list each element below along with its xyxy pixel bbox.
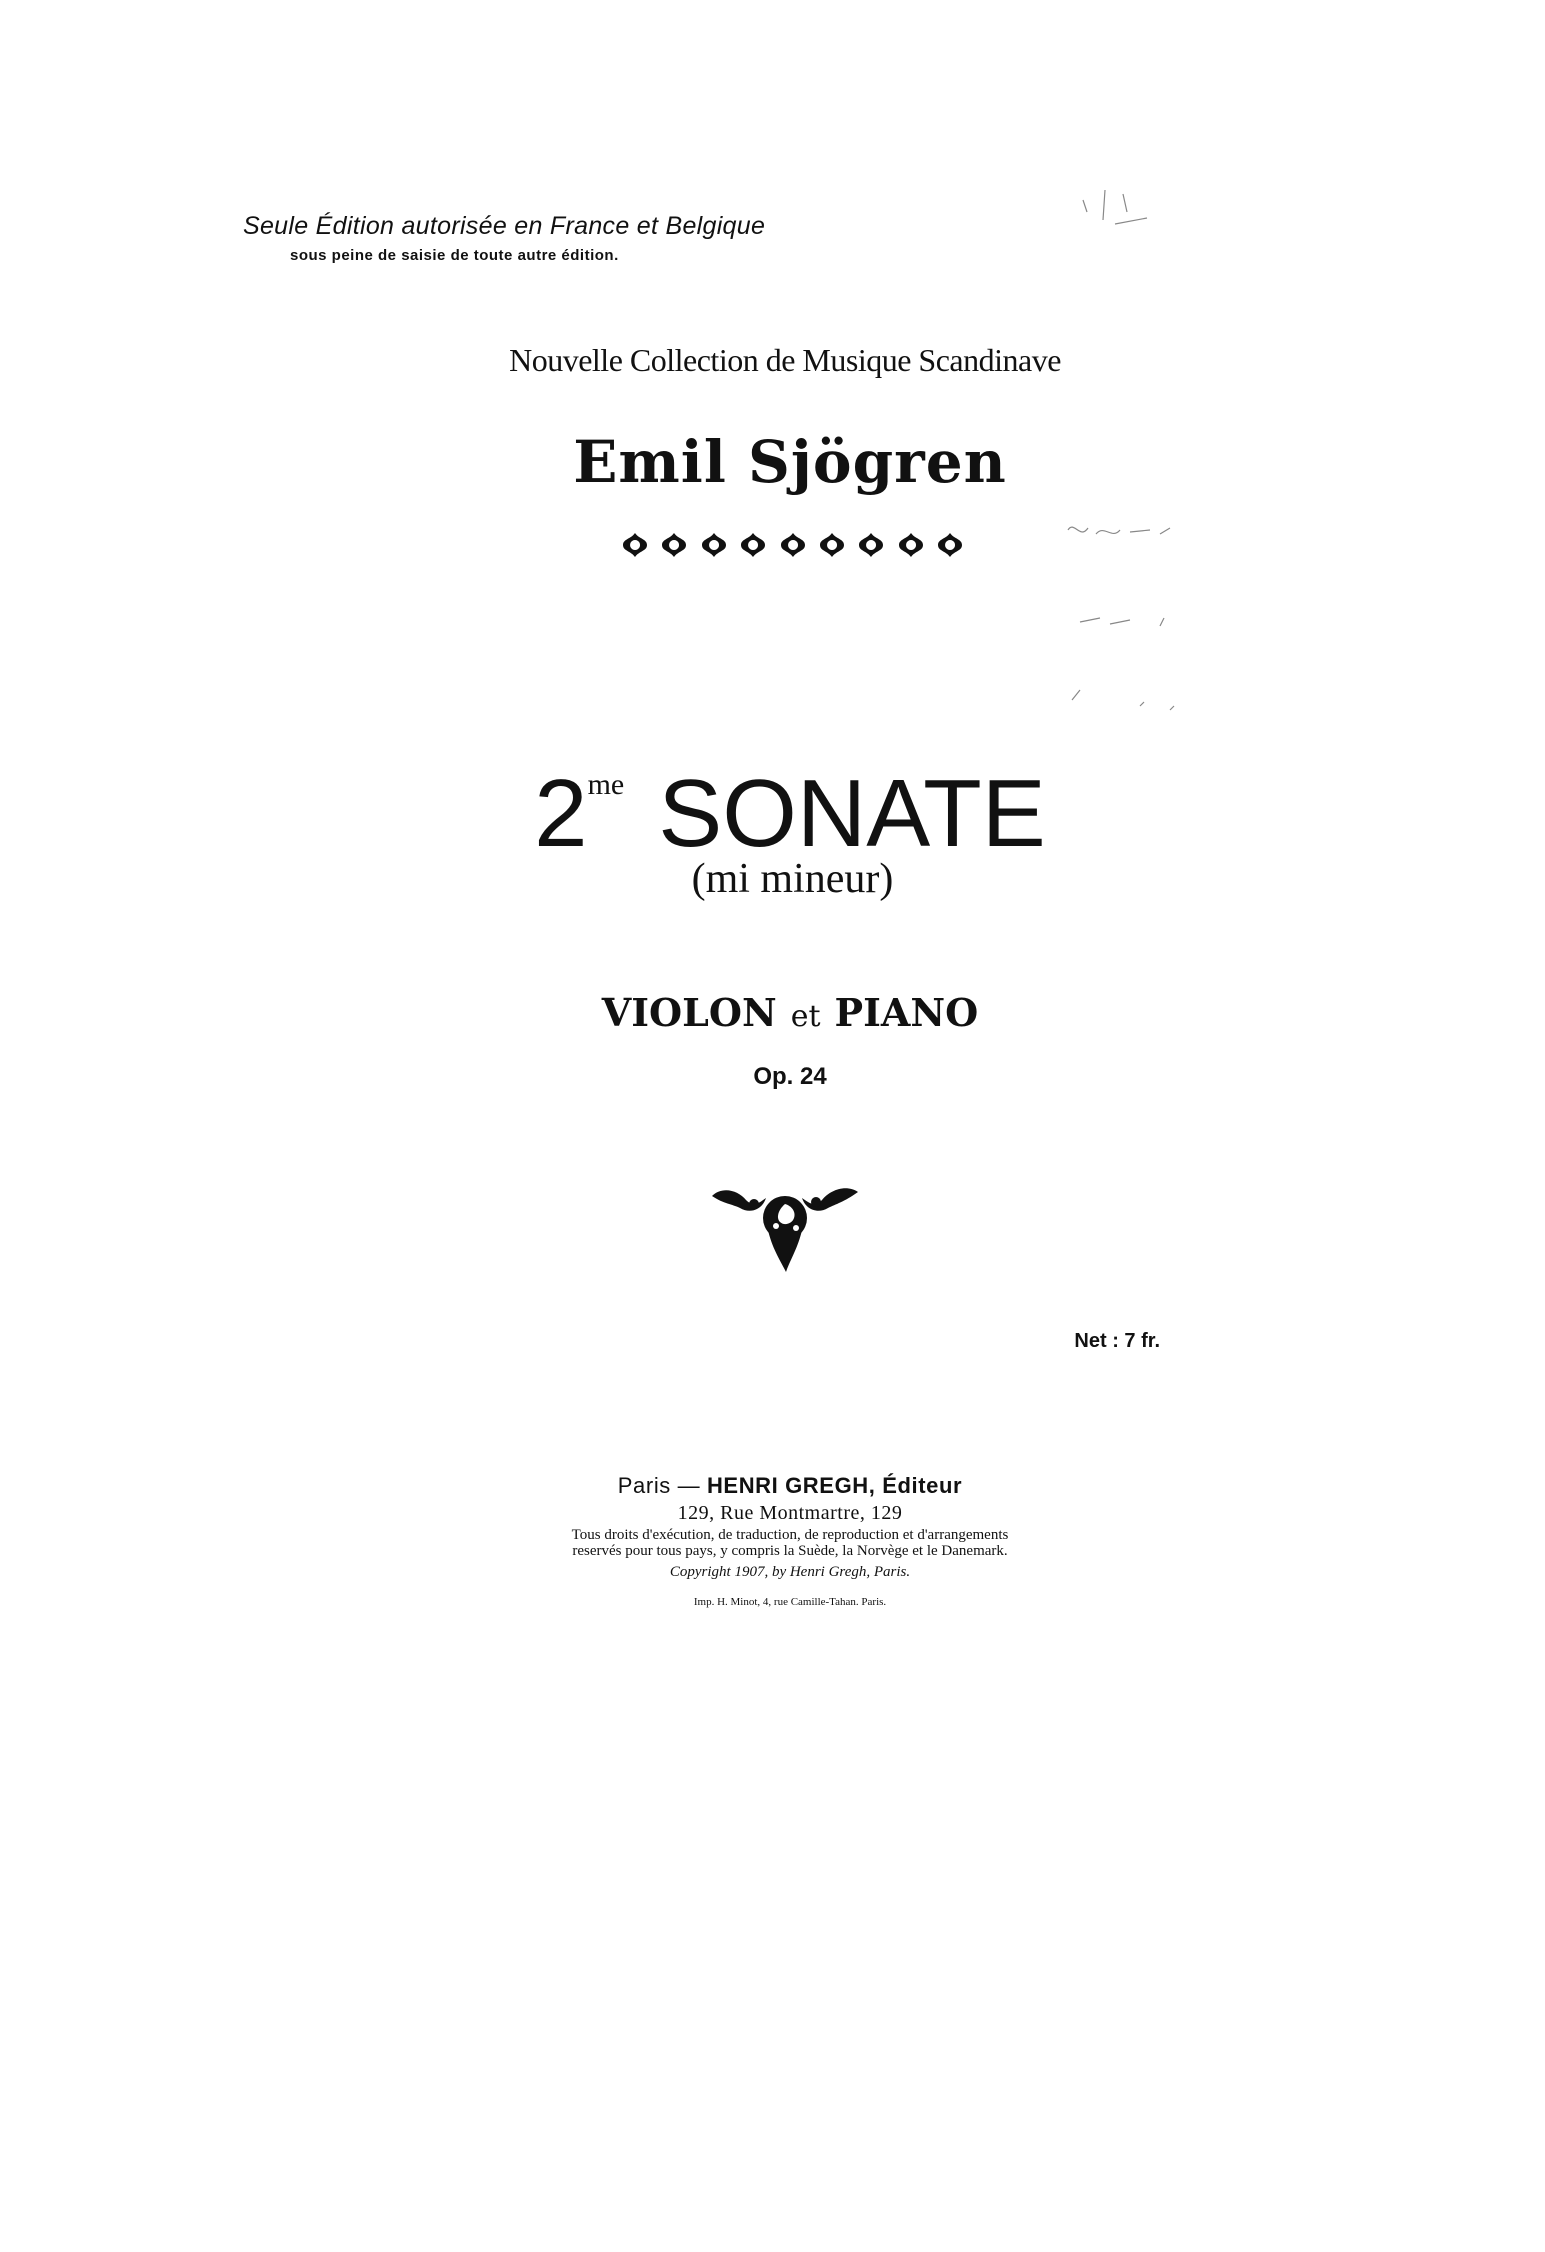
publisher-city: Paris — bbox=[617, 1473, 701, 1498]
publisher-address: 129, Rue Montmartre, 129 bbox=[677, 1502, 903, 1524]
fleuron-icon bbox=[699, 530, 729, 560]
publisher-line bbox=[545, 1473, 1035, 1499]
fleuron-icon bbox=[817, 530, 847, 560]
fleuron-icon bbox=[896, 530, 926, 560]
copyright-notice: Copyright 1907, by Henri Gregh, Paris. bbox=[669, 1564, 911, 1580]
pencil-mark-icon bbox=[1075, 180, 1155, 230]
rights-notice: Seule Édition autorisée en France et Belgique bbox=[243, 212, 766, 240]
rights-reserved-line-1: Tous droits d'exécution, de traduction, de reproduction et d'arrangements bbox=[571, 1527, 1009, 1543]
key-signature: (mi mineur) bbox=[691, 856, 894, 902]
instrument-violin: VIOLON bbox=[601, 990, 777, 1035]
fleuron-icon bbox=[778, 530, 808, 560]
sonata-number-suffix: me bbox=[587, 768, 625, 801]
sonata-number: 2 bbox=[534, 760, 588, 867]
instrument-piano: PIANO bbox=[834, 990, 979, 1035]
composer-name: Emil Sjögren bbox=[573, 428, 1007, 496]
rights-notice-sub: sous peine de saisie de toute autre édition. bbox=[290, 247, 619, 264]
opus-number: Op. 24 bbox=[753, 1063, 827, 1090]
fleuron-icon bbox=[659, 530, 689, 560]
ornament-row bbox=[620, 530, 965, 560]
pencil-annotation-icon bbox=[1060, 510, 1220, 740]
sonata-title bbox=[520, 730, 1060, 869]
printer-imprint: Imp. H. Minot, 4, rue Camille-Tahan. Paris. bbox=[693, 1596, 887, 1608]
publisher-role: Éditeur bbox=[882, 1473, 963, 1498]
collection-title: Nouvelle Collection de Musique Scandinave bbox=[509, 342, 1061, 378]
fleuron-icon bbox=[856, 530, 886, 560]
instrument-conjunction: et bbox=[790, 999, 821, 1034]
sonata-word: SONATE bbox=[658, 760, 1046, 867]
fleuron-icon bbox=[620, 530, 650, 560]
price-label: Net : 7 fr. bbox=[1074, 1330, 1160, 1352]
fleuron-icon bbox=[935, 530, 965, 560]
fleuron-icon bbox=[738, 530, 768, 560]
rights-reserved-line-2: reservés pour tous pays, y compris la Suède, la Norvège et le Danemark. bbox=[572, 1543, 1008, 1559]
instrumentation bbox=[560, 990, 1020, 1035]
publisher-name: HENRI GREGH, bbox=[706, 1473, 876, 1498]
floral-vignette-icon bbox=[710, 1178, 860, 1273]
